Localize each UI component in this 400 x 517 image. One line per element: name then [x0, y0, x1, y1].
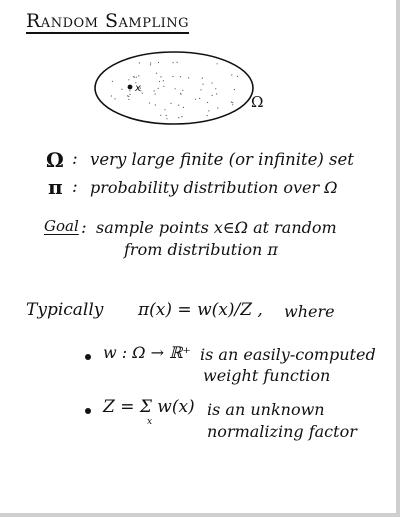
- sample-speckle: [155, 104, 156, 105]
- sample-speckle: [139, 62, 140, 63]
- sample-speckle: [154, 90, 155, 91]
- sample-speckle: [232, 104, 233, 105]
- sample-speckle: [130, 94, 131, 95]
- sample-speckle: [182, 90, 183, 91]
- pi-symbol: π: [48, 175, 63, 199]
- sample-speckle: [173, 62, 174, 63]
- sample-speckle: [133, 76, 134, 77]
- sample-speckle: [128, 79, 129, 80]
- pi-colon: :: [72, 177, 78, 197]
- sample-speckle: [163, 86, 164, 87]
- sample-speckle: [217, 63, 218, 64]
- sample-speckle: [183, 107, 184, 108]
- sample-speckle: [208, 110, 209, 111]
- weight-function-desc-line1: is an easily-computed: [200, 345, 376, 364]
- sample-speckle: [215, 88, 216, 89]
- sample-speckle: [237, 76, 238, 77]
- normalizing-factor-desc-line2: normalizing factor: [207, 422, 357, 441]
- sample-speckle: [158, 88, 159, 89]
- sample-speckle: [114, 98, 115, 99]
- sample-speckle: [199, 98, 200, 99]
- sample-speckle: [159, 81, 160, 82]
- bullet-dot-1: [85, 354, 91, 360]
- sample-speckle: [170, 103, 171, 104]
- sample-speckle: [188, 77, 189, 78]
- sample-point-label: x: [135, 83, 141, 94]
- sample-speckle: [163, 80, 164, 81]
- sample-speckle: [156, 73, 157, 74]
- sample-speckle: [180, 93, 181, 94]
- normalizing-factor-formula: Z = Σ w(x): [103, 397, 195, 417]
- sample-speckle: [231, 102, 232, 103]
- sample-speckle: [160, 115, 161, 116]
- typically-where: where: [284, 302, 335, 321]
- sample-speckle: [175, 88, 176, 89]
- sample-speckle: [128, 99, 129, 100]
- sum-subscript: x: [147, 417, 153, 427]
- omega-colon: :: [72, 149, 78, 169]
- sample-speckle: [166, 115, 167, 116]
- sample-speckle: [149, 102, 150, 103]
- sample-speckle: [158, 62, 159, 63]
- sample-speckle: [136, 77, 137, 78]
- sample-speckle: [200, 89, 201, 90]
- sample-speckle: [121, 89, 122, 90]
- sample-speckle: [142, 93, 143, 94]
- sample-speckle: [207, 115, 208, 116]
- sample-speckle: [234, 89, 235, 90]
- sample-speckle: [160, 76, 161, 77]
- omega-definition: very large finite (or infinite) set: [90, 150, 354, 169]
- sample-speckle: [178, 117, 179, 118]
- sample-speckle: [216, 93, 217, 94]
- goal-text-line2: from distribution π: [124, 240, 278, 259]
- typically-formula: π(x) = w(x)/Z ,: [138, 300, 263, 320]
- goal-text-line1: sample points x∈Ω at random: [96, 218, 337, 237]
- sample-speckle: [232, 102, 233, 103]
- sample-speckle: [178, 105, 179, 106]
- sample-speckle: [195, 99, 196, 100]
- sample-speckle: [203, 84, 204, 85]
- sample-speckle: [129, 90, 130, 91]
- sample-space-diagram: [0, 0, 400, 130]
- sample-speckle: [164, 109, 165, 110]
- sample-speckle: [150, 62, 151, 63]
- goal-colon: :: [81, 218, 87, 238]
- typically-lead: Typically: [26, 300, 104, 320]
- sample-speckle: [127, 95, 128, 96]
- sample-space-ellipse: [95, 52, 253, 124]
- sample-speckle: [177, 62, 178, 63]
- sample-speckle: [111, 95, 112, 96]
- pi-definition: probability distribution over Ω: [90, 178, 338, 197]
- sample-speckle: [231, 74, 232, 75]
- normalizing-factor-desc-line1: is an unknown: [207, 400, 325, 419]
- omega-symbol: Ω: [46, 148, 64, 172]
- sample-speckle: [150, 64, 151, 65]
- sample-speckle: [138, 75, 139, 76]
- sample-point-dot: [128, 85, 133, 90]
- sample-speckle: [155, 93, 156, 94]
- weight-function-formula: w : Ω → ℝ⁺: [103, 343, 191, 362]
- sample-speckle: [202, 78, 203, 79]
- sample-speckle: [128, 96, 129, 97]
- page-title: Random Sampling: [26, 10, 189, 32]
- sample-speckle: [212, 95, 213, 96]
- goal-label: Goal: [44, 217, 79, 235]
- sample-speckle: [217, 107, 218, 108]
- bullet-dot-2: [85, 408, 91, 414]
- weight-function-desc-line2: weight function: [203, 366, 331, 385]
- sample-points: [111, 62, 238, 120]
- sample-speckle: [180, 76, 181, 77]
- sample-speckle: [207, 102, 208, 103]
- sample-speckle: [166, 118, 167, 119]
- set-omega-label: Ω: [251, 93, 264, 111]
- sample-speckle: [172, 76, 173, 77]
- sample-speckle: [112, 81, 113, 82]
- sample-speckle: [212, 82, 213, 83]
- sample-speckle: [181, 116, 182, 117]
